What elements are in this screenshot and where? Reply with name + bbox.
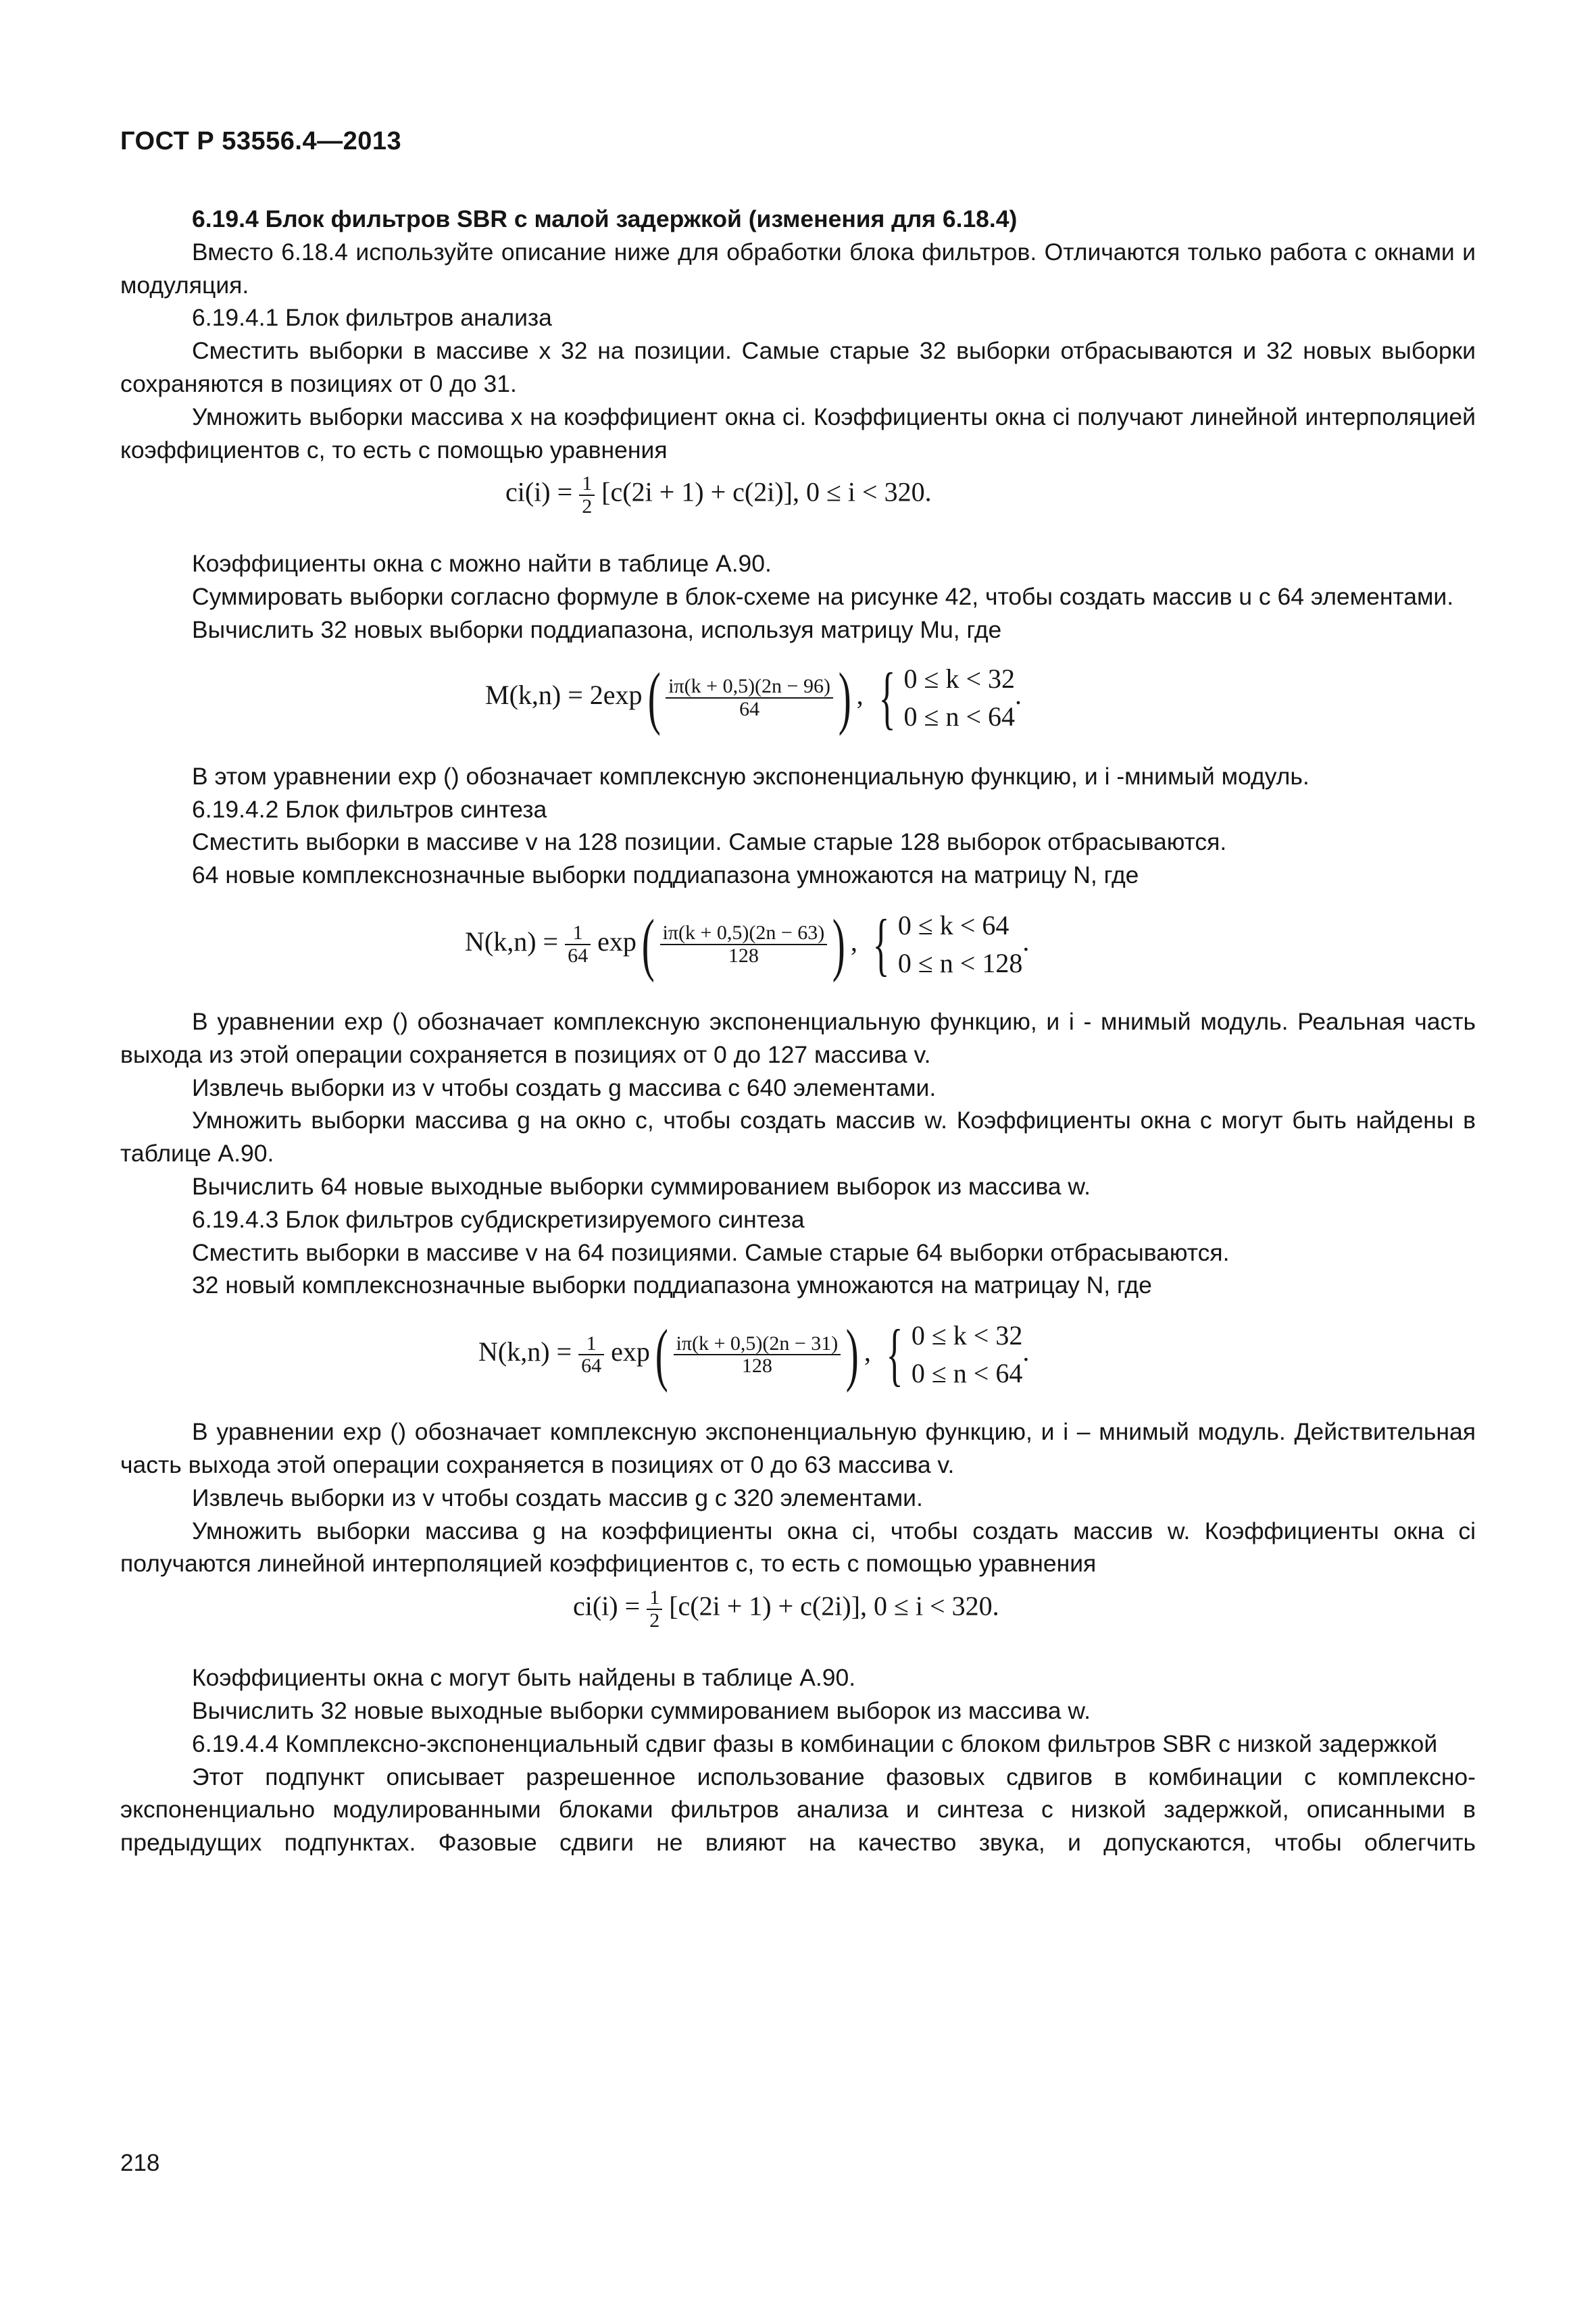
paragraph: Извлечь выборки из v чтобы создать g массива с 640 элементами. [192, 1074, 937, 1101]
equation-lhs: N(k,n) = [465, 926, 559, 957]
equation-rhs: [c(2i + 1) + c(2i)], 0 ≤ i < 320. [669, 1590, 999, 1621]
paragraph: Коэффициенты окна c можно найти в таблице А.90. [192, 550, 772, 578]
paragraph: Умножить выборки массива g на окно c, чтобы создать массив w. Коэффициенты окна c могут быть найдены в таблице А.90. [120, 1107, 1476, 1167]
equation-matrix-n-synthesis: N(k,n) = $\frac{1}{64}$ exp( $\frac{i\pi(k + 0,5)(2n - 63)}{128}$ ) , { 0 ≤ k < 64 0 ≤ n < 128 . [465, 905, 1030, 983]
paragraph: В уравнении exp () обозначает комплексную экспоненциальную функцию, и i - мнимый модуль. Реальная часть выхода из этой операции сохраняется в позициях от 0 до 127 массива v. [120, 1007, 1476, 1068]
fraction: $\frac{i\pi(k + 0,5)(2n - 96)}{64}$ [666, 676, 833, 720]
page-body [120, 203, 1476, 1859]
conditions: 0 ≤ k < 32 0 ≤ n < 64 [911, 1320, 1023, 1389]
paragraph: Сместить выборки в массиве v на 128 позиции. Самые старые 128 выборок отбрасываются. [192, 828, 1227, 856]
equation-ci-1 [120, 466, 1476, 547]
paragraph: Суммировать выборки согласно формуле в блок-схеме на рисунке 42, чтобы создать массив u с 64 элементами. [192, 583, 1454, 611]
document-header: ГОСТ Р 53556.4—2013 [120, 127, 402, 155]
fraction: $\frac{1}{64}$ [578, 1333, 604, 1377]
paragraph: Коэффициенты окна c могут быть найдены в таблице А.90. [192, 1664, 856, 1692]
equation-lhs: ci(i) = [505, 477, 573, 508]
subsection-heading: 6.19.4.2 Блок фильтров синтеза [192, 795, 547, 823]
fraction: $\frac{i\pi(k + 0,5)(2n - 31)}{128}$ [674, 1333, 841, 1377]
fraction: $\frac{1}{2}$ [579, 473, 595, 517]
paragraph: В этом уравнении exp () обозначает комплексную экспоненциальную функцию, и i -мнимый модуль. [192, 762, 1310, 790]
paragraph: 64 новые комплекснозначные выборки поддиапазона умножаются на матрицу N, где [192, 861, 1139, 889]
paragraph: Вместо 6.18.4 используйте описание ниже для обработки блока фильтров. Отличаются только работа с окнами и модуляция. [120, 238, 1476, 299]
equation-rhs: [c(2i + 1) + c(2i)], 0 ≤ i < 320. [601, 477, 932, 508]
equation-lhs: M(k,n) = 2exp [485, 679, 643, 710]
paragraph: Вычислить 32 новых выборки поддиапазона, используя матрицу Mu, где [192, 615, 1002, 643]
paragraph: Вычислить 64 новые выходные выборки суммированием выборок из массива w. [192, 1172, 1091, 1200]
paragraph: Сместить выборки в массиве v на 64 позициями. Самые старые 64 выборки отбрасываются. [192, 1238, 1230, 1266]
conditions: 0 ≤ k < 64 0 ≤ n < 128 [897, 909, 1023, 978]
paragraph: Умножить выборки массива x на коэффициент окна ci. Коэффициенты окна ci получают линейной интерполяцией коэффициентов c, то есть с помощью уравнения [120, 403, 1476, 463]
equation-ci-2 [120, 1580, 1476, 1661]
paragraph: Вычислить 32 новые выходные выборки суммированием выборок из массива w. [192, 1696, 1091, 1724]
paragraph: Сместить выборки в массиве x 32 на позиции. Самые старые 32 выборки отбрасываются и 32 новых выборки сохраняются в позициях от 0 до 31. [120, 337, 1476, 397]
equation-matrix-m: M(k,n) = 2exp( $\frac{i\pi(k + 0,5)(2n - 96)}{64}$ ) , { 0 ≤ k < 32 0 ≤ n < 64 . [485, 658, 1022, 736]
paragraph: В уравнении exp () обозначает комплексную экспоненциальную функцию, и i – мнимый модуль. Действительная часть выхода этой операции сохраняется в позициях от 0 до 63 массива v. [120, 1418, 1476, 1478]
section-title: 6.19.4 Блок фильтров SBR с малой задержкой (изменения для 6.18.4) [192, 205, 1018, 232]
equation-lhs: N(k,n) = [478, 1336, 572, 1367]
page-number: 218 [120, 2150, 160, 2176]
fraction: $\frac{1}{64}$ [565, 922, 591, 966]
equation-lhs: ci(i) = [573, 1590, 641, 1621]
paragraph: 32 новый комплекснозначные выборки поддиапазона умножаются на матрицау N, где [192, 1272, 1152, 1299]
subsection-heading: 6.19.4.1 Блок фильтров анализа [192, 304, 552, 332]
fraction: $\frac{i\pi(k + 0,5)(2n - 63)}{128}$ [660, 922, 828, 966]
conditions: 0 ≤ k < 32 0 ≤ n < 64 [903, 663, 1016, 732]
paragraph: Умножить выборки массива g на коэффициенты окна ci, чтобы создать массив w. Коэффициенты окна ci получаются линейной интерполяцией коэффициентов c, то есть с помощью уравнения [120, 1517, 1476, 1578]
subsection-heading: 6.19.4.3 Блок фильтров субдискретизируемого синтеза [192, 1205, 805, 1233]
subsection-heading: 6.19.4.4 Комплексно-экспоненциальный сдвиг фазы в комбинации с блоком фильтров SBR с низкой задержкой [192, 1730, 1438, 1757]
paragraph: Этот подпункт описывает разрешенное использование фазовых сдвигов в комбинации с комплексно-экспоненциально модулированными блоками фильтров анализа и синтеза с низкой задержкой, описанными в предыдущих подпунктах. Фазовые сдвиги не влияют на качество звука, и допускаются, чтобы облегчить [120, 1763, 1476, 1857]
paragraph: Извлечь выборки из v чтобы создать массив g с 320 элементами. [192, 1484, 923, 1511]
fraction: $\frac{1}{2}$ [647, 1587, 662, 1631]
equation-matrix-n-downsampled: N(k,n) = $\frac{1}{64}$ exp( $\frac{i\pi(k + 0,5)(2n - 31)}{128}$ ) , { 0 ≤ k < 32 0 ≤ n < 64 . [478, 1315, 1030, 1394]
